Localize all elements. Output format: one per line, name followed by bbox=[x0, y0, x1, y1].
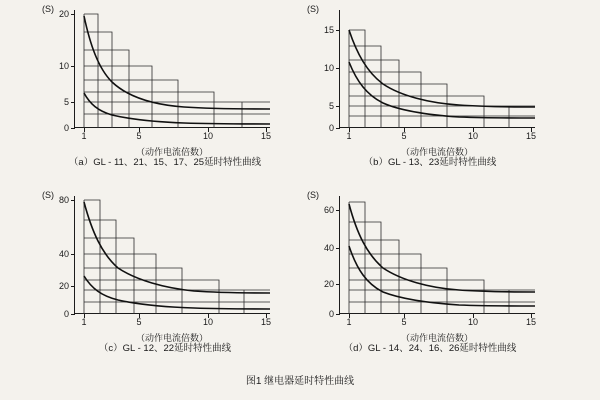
y-tick-d-0 bbox=[336, 314, 340, 315]
y-label-b-15: 15 bbox=[323, 25, 334, 35]
x-label-b-10: 10 bbox=[467, 131, 479, 141]
plot-svg-d bbox=[339, 196, 535, 314]
chart-panel-a bbox=[40, 4, 290, 182]
y-label-a-0: 0 bbox=[63, 123, 69, 133]
y-label-d-40: 40 bbox=[323, 243, 334, 253]
y-label-c-40: 40 bbox=[58, 249, 69, 259]
x-label-a-10: 10 bbox=[202, 131, 214, 141]
y-label-c-80: 80 bbox=[58, 195, 69, 205]
y-label-b-5: 5 bbox=[328, 101, 334, 111]
x-label-a-5: 5 bbox=[136, 131, 142, 141]
y-tick-d-20 bbox=[336, 284, 340, 285]
x-label-c-10: 10 bbox=[202, 317, 214, 327]
upper-curve-c bbox=[84, 202, 270, 293]
y-tick-d-40 bbox=[336, 248, 340, 249]
plot-svg-c bbox=[74, 196, 270, 314]
y-label-d-20: 20 bbox=[323, 279, 334, 289]
panel-caption-d: （d）GL - 14、24、16、26延时特性曲线 bbox=[343, 343, 517, 354]
chart-grid bbox=[40, 4, 560, 364]
chart-panel-d bbox=[305, 190, 555, 368]
y-label-b-0: 0 bbox=[328, 123, 334, 133]
x-label-d-1: 1 bbox=[346, 317, 352, 327]
plot-area-d bbox=[323, 196, 537, 343]
y-tick-a-0 bbox=[71, 128, 75, 129]
y-tick-c-0 bbox=[71, 314, 75, 315]
plot-area-c bbox=[58, 195, 272, 343]
x-label-c-5: 5 bbox=[136, 317, 142, 327]
y-label-a-5: 5 bbox=[63, 97, 69, 107]
y-label-d-60: 60 bbox=[323, 205, 334, 215]
x-label-b-5: 5 bbox=[401, 131, 407, 141]
stair-steps-a bbox=[84, 14, 270, 128]
plot-area-b bbox=[323, 10, 537, 157]
y-label-c-20: 20 bbox=[58, 281, 69, 291]
y-tick-a-20 bbox=[71, 14, 75, 15]
y-tick-b-10 bbox=[336, 68, 340, 69]
panel-caption-a: （a）GL - 11、21、15、17、25延时特性曲线 bbox=[68, 157, 262, 168]
x-axis-title-c: （动作电流倍数） bbox=[135, 333, 209, 343]
chart-panel-b bbox=[305, 4, 555, 182]
x-label-d-10: 10 bbox=[467, 317, 479, 327]
panel-caption-c: （c）GL - 12、22延时特性曲线 bbox=[98, 343, 232, 354]
y-tick-a-5 bbox=[71, 102, 75, 103]
y-tick-d-60 bbox=[336, 210, 340, 211]
y-label-d-0: 0 bbox=[328, 309, 334, 319]
y-tick-c-80 bbox=[71, 200, 75, 201]
y-label-a-20: 20 bbox=[58, 9, 69, 19]
lower-curve-b bbox=[349, 62, 535, 118]
plot-svg-b bbox=[339, 10, 535, 128]
y-tick-a-10 bbox=[71, 66, 75, 67]
x-label-a-15: 15 bbox=[260, 131, 272, 141]
x-label-d-15: 15 bbox=[525, 317, 537, 327]
lower-curve-d bbox=[349, 246, 535, 306]
x-axis-title-b: （动作电流倍数） bbox=[400, 147, 474, 157]
x-label-a-1: 1 bbox=[81, 131, 87, 141]
upper-curve-b bbox=[349, 30, 535, 107]
x-label-d-5: 5 bbox=[401, 317, 407, 327]
y-tick-b-0 bbox=[336, 128, 340, 129]
plot-svg-a bbox=[74, 10, 270, 128]
y-label-a-10: 10 bbox=[58, 61, 69, 71]
figure-title: 图1 继电器延时特性曲线 bbox=[245, 376, 355, 387]
panel-caption-b: （b）GL - 13、23延时特性曲线 bbox=[363, 157, 497, 168]
x-label-b-15: 15 bbox=[525, 131, 537, 141]
y-tick-c-40 bbox=[71, 254, 75, 255]
stair-steps-c bbox=[84, 200, 270, 314]
y-label-b-10: 10 bbox=[323, 63, 334, 73]
y-tick-c-20 bbox=[71, 286, 75, 287]
x-axis-title-a: （动作电流倍数） bbox=[135, 147, 209, 157]
x-label-c-1: 1 bbox=[81, 317, 87, 327]
y-axis-unit-b: (S) bbox=[307, 4, 319, 14]
stair-steps-d bbox=[349, 202, 535, 314]
y-label-c-0: 0 bbox=[63, 309, 69, 319]
x-label-c-15: 15 bbox=[260, 317, 272, 327]
y-tick-b-15 bbox=[336, 30, 340, 31]
x-label-b-1: 1 bbox=[346, 131, 352, 141]
x-axis-title-d: （动作电流倍数） bbox=[400, 333, 474, 343]
plot-area-a bbox=[58, 9, 272, 157]
chart-panel-c bbox=[40, 190, 290, 368]
y-axis-unit-d: (S) bbox=[307, 190, 319, 200]
y-axis-unit-c: (S) bbox=[42, 190, 54, 200]
upper-curve-d bbox=[349, 204, 535, 292]
y-tick-b-5 bbox=[336, 106, 340, 107]
y-axis-unit-a: (S) bbox=[42, 4, 54, 14]
